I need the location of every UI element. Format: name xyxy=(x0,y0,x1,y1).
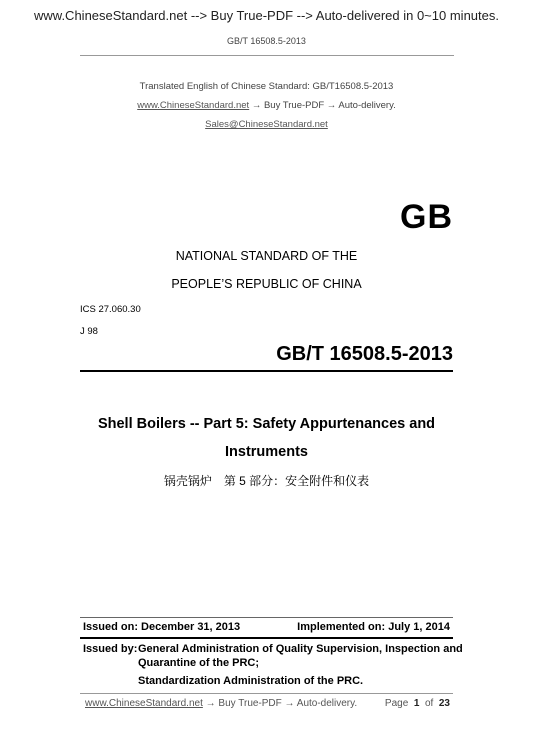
title-chinese: 锅壳锅炉 第 5 部分：安全附件和仪表 xyxy=(163,474,370,488)
header-doc-code: GB/T 16508.5-2013 xyxy=(227,36,306,46)
dates-bottom-rule xyxy=(80,637,453,639)
implemented-date: Implemented on: July 1, 2014 xyxy=(297,621,450,633)
issuer-2: Standardization Administration of the PRC. xyxy=(138,675,364,687)
page-label: Page xyxy=(384,698,409,709)
title-rule xyxy=(80,370,453,372)
page-total: 23 xyxy=(438,698,450,709)
national-line-1: NATIONAL STANDARD OF THE xyxy=(175,249,358,263)
gb-logo: GB xyxy=(400,198,453,236)
email-line xyxy=(0,119,533,130)
translated-line: Translated English of Chinese Standard: GB/T16508.5-2013 xyxy=(139,81,394,92)
title-line-1: Shell Boilers -- Part 5: Safety Appurtenances and xyxy=(97,416,436,432)
issued-by-label: Issued by: xyxy=(83,643,138,655)
national-line-2: PEOPLE’S REPUBLIC OF CHINA xyxy=(171,277,362,291)
issuer-1-line-1: General Administration of Quality Supervision, Inspection and xyxy=(138,643,463,655)
footer-site-link[interactable]: www.ChineseStandard.net xyxy=(85,698,203,709)
top-banner: www.ChineseStandard.net --> Buy True-PDF --> Auto-delivered in 0~10 minutes. xyxy=(34,8,499,23)
ccs-code: J 98 xyxy=(80,326,98,337)
standard-number: GB/T 16508.5-2013 xyxy=(276,343,453,365)
email-link[interactable]: Sales@ChineseStandard.net xyxy=(205,119,328,130)
site-link[interactable]: www.ChineseStandard.net xyxy=(137,100,250,111)
page-of: of xyxy=(424,698,434,709)
buy-text: → Buy True-PDF → Auto-delivery. xyxy=(249,100,396,111)
buy-line xyxy=(0,100,533,111)
page-current: 1 xyxy=(413,698,420,709)
page-indicator xyxy=(385,698,450,709)
footer-divider xyxy=(80,693,453,694)
ics-code: ICS 27.060.30 xyxy=(80,304,141,315)
header-divider xyxy=(80,55,454,56)
dates-top-rule xyxy=(80,617,453,618)
issuer-1-line-2: Quarantine of the PRC; xyxy=(138,657,260,669)
footer-buy-text: → Buy True-PDF → Auto-delivery. xyxy=(202,698,358,709)
footer-buy-line xyxy=(85,698,357,709)
title-line-2: Instruments xyxy=(225,444,308,460)
issued-date: Issued on: December 31, 2013 xyxy=(83,621,241,633)
